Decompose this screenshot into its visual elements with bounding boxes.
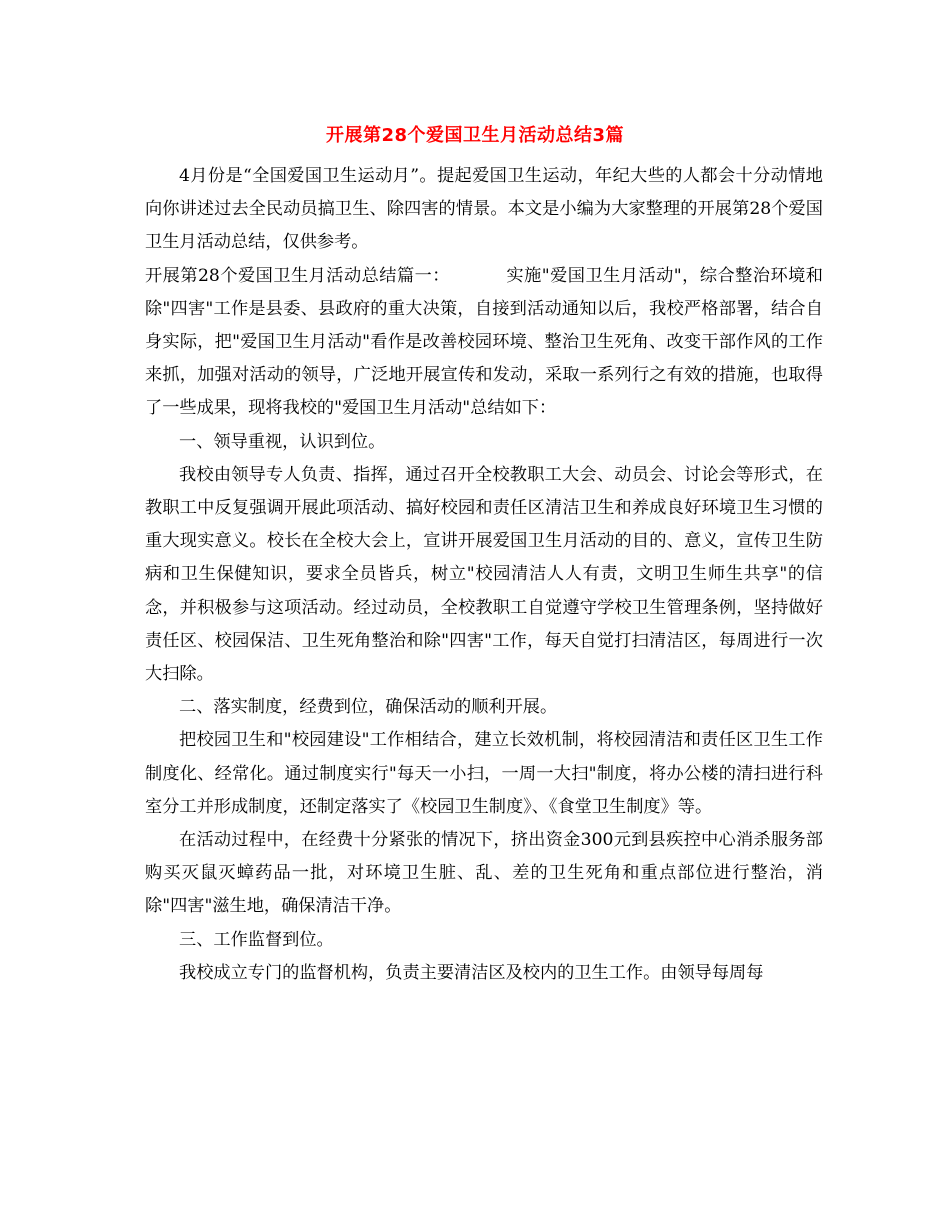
section2-heading: 二、落实制度，经费到位，确保活动的顺利开展。 [179, 697, 558, 718]
document-title: 开展第28个爱国卫生月活动总结3篇 [325, 125, 625, 146]
section1-heading: 一、领导重视，认识到位。 [179, 431, 386, 452]
section3-heading: 三、工作监督到位。 [179, 929, 334, 950]
document-body [145, 160, 823, 990]
section2-paragraph-1: 把校园卫生和"校园建设"工作相结合，建立长效机制，将校园清洁和责任区卫生工作制度化、经常化。通过制度实行"每天一小扫，一周一大扫"制度，将办公楼的清扫进行科室分工并形成制度，还制定落实了《校园卫生制度》、《食堂卫生制度》等。 [145, 730, 823, 817]
section1-paragraph: 我校由领导专人负责、指挥，通过召开全校教职工大会、动员会、讨论会等形式，在教职工中反复强调开展此项活动、搞好校园和责任区清洁卫生和养成良好环境卫生习惯的重大现实意义。校长在全校大会上，宣讲开展爱国卫生月活动的目的、意义，宣传卫生防病和卫生保健知识，要求全员皆兵，树立"校园清洁人人有责，文明卫生师生共享"的信念，并积极参与这项活动。经过动员，全校教职工自觉遵守学校卫生管理条例，坚持做好责任区、校园保洁、卫生死角整治和除"四害"工作，每天自觉打扫清洁区，每周进行一次大扫除。 [145, 464, 823, 685]
part1-paragraph [145, 260, 823, 426]
intro-paragraph: 4月份是“全国爱国卫生运动月”。提起爱国卫生运动，年纪大些的人都会十分动情地向你讲述过去全民动员搞卫生、除四害的情景。本文是小编为大家整理的开展第28个爱国卫生月活动总结，仅供参考。 [145, 166, 823, 253]
part1-lead-text: 实施"爱国卫生月活动"，综合整治环境和除"四害"工作是县委、县政府的重大决策，自接到活动通知以后，我校严格部署，结合自身实际，把"爱国卫生月活动"看作是改善校园环境、整治卫生死角、改变干部作风的工作来抓，加强对活动的领导，广泛地开展宣传和发动，采取一系列行之有效的措施，也取得了一些成果，现将我校的"爱国卫生月活动"总结如下： [145, 265, 823, 419]
part1-heading: 开展第28个爱国卫生月活动总结篇一： [145, 265, 450, 286]
section3-paragraph: 我校成立专门的监督机构，负责主要清洁区及校内的卫生工作。由领导每周每 [179, 962, 764, 983]
section2-paragraph-2: 在活动过程中，在经费十分紧张的情况下，挤出资金300元到县疾控中心消杀服务部购买灭鼠灭蟑药品一批，对环境卫生脏、乱、差的卫生死角和重点部位进行整治，消除"四害"滋生地，确保清洁干净。 [145, 830, 823, 917]
